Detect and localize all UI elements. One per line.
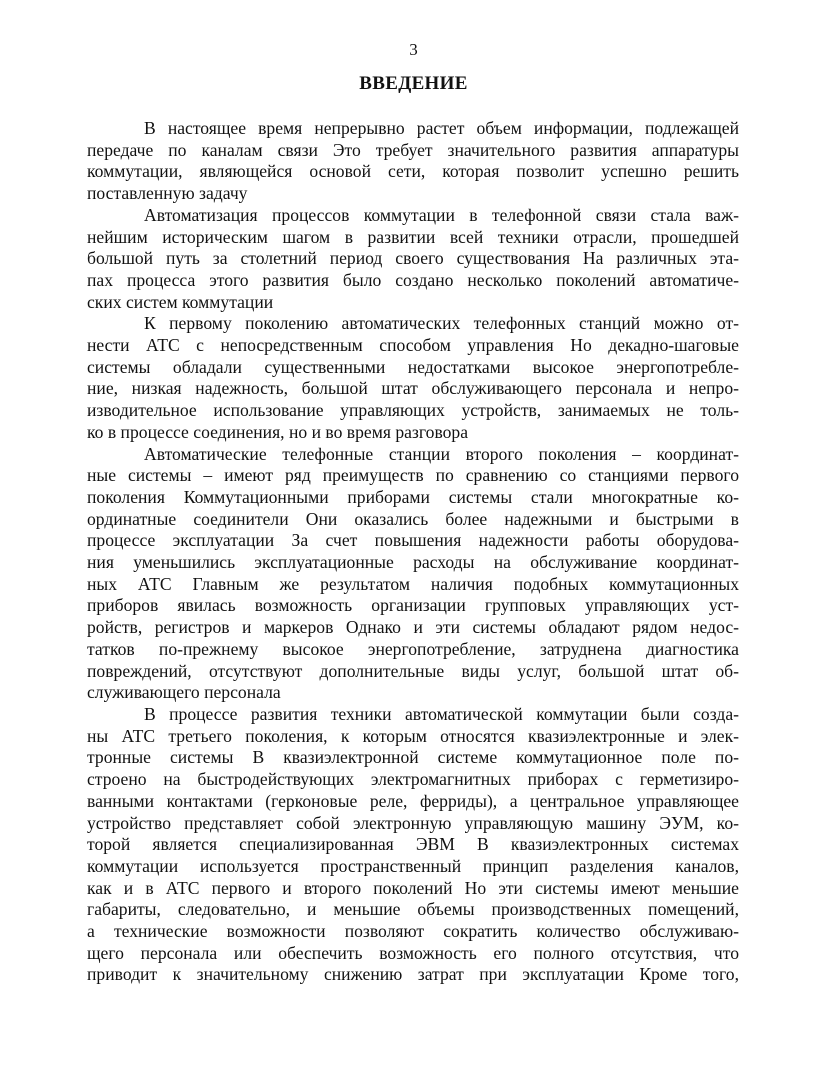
text-line: повреждений, отсутствуют дополнительные виды услуг, большой штат об- [87, 660, 739, 681]
paragraph [87, 444, 739, 704]
text-line: коммутации используется пространственный принцип разделения каналов, [87, 855, 739, 876]
text-line: ные системы – имеют ряд преимуществ по сравнению со станциями первого [87, 465, 739, 486]
text-line: Автоматизация процессов коммутации в телефонной связи стала важ- [144, 204, 739, 225]
text-line: К первому поколению автоматических телефонных станций можно от- [144, 313, 739, 334]
page-title: ВВЕДЕНИЕ [359, 73, 468, 94]
text-line: ных АТС Главным же результатом наличия подобных коммутационных [87, 573, 739, 594]
text-line: приборов явилась возможность организации групповых управляющих уст- [87, 595, 739, 616]
paragraph [87, 704, 739, 986]
text-line: служивающего персонала [87, 682, 281, 703]
text-line: торой является специализированная ЭВМ В квазиэлектронных системах [87, 834, 739, 855]
text-line: ния уменьшились эксплуатационные расходы на обслуживание координат- [87, 552, 739, 573]
paragraph [87, 205, 739, 314]
page-number: 3 [409, 40, 418, 59]
text-line: Автоматические телефонные станции второго поколения – координат- [144, 443, 739, 464]
text-line: ны АТС третьего поколения, к которым относятся квазиэлектронные и элек- [87, 725, 739, 746]
text-line: приводит к значительному снижению затрат при эксплуатации Кроме того, [87, 964, 739, 985]
paragraph [87, 313, 739, 443]
text-line: устройство представляет собой электронную управляющую машину ЭУМ, ко- [87, 812, 739, 833]
text-line: коммутации, являющейся основой сети, которая позволит успешно решить [87, 161, 739, 182]
text-line: ние, низкая надежность, большой штат обслуживающего персонала и непро- [87, 378, 739, 399]
text-line: системы обладали существенными недостатками высокое энергопотребле- [87, 356, 739, 377]
text-line: ординатные соединители Они оказались более надежными и быстрыми в [87, 508, 739, 529]
text-line: передаче по каналам связи Это требует значительного развития аппаратуры [87, 139, 739, 160]
text-line: В настоящее время непрерывно растет объем информации, подлежащей [144, 118, 739, 138]
text-line: нейшим историческим шагом в развитии всей техники отрасли, прошедшей [87, 226, 739, 247]
text-line: В процессе развития техники автоматической коммутации были созда- [144, 703, 739, 724]
text-line: изводительное использование управляющих устройств, занимаемых не толь- [87, 400, 739, 421]
text-line: ванными контактами (герконовые реле, ферриды), а центральное управляющее [87, 790, 739, 811]
text-line: поколения Коммутационными приборами системы стали многократные ко- [87, 486, 739, 507]
text-line: татков по-прежнему высокое энергопотребление, затруднена диагностика [87, 638, 739, 659]
text-line: нести АТС с непосредственным способом управления Но декадно-шаговые [87, 335, 739, 356]
text-line: ских систем коммутации [87, 291, 274, 312]
body-text [87, 118, 739, 986]
text-line: габариты, следовательно, и меньшие объемы производственных помещений, [87, 899, 739, 920]
text-line: поставленную задачу [87, 183, 248, 204]
text-line: большой путь за столетний период своего существования На различных эта- [87, 248, 739, 269]
text-line: а технические возможности позволяют сократить количество обслуживаю- [87, 921, 739, 942]
text-line: ко в процессе соединения, но и во время разговора [87, 421, 469, 442]
text-line: процессе эксплуатации За счет повышения надежности работы оборудова- [87, 530, 739, 551]
text-line: строено на быстродействующих электромагнитных приборах с герметизиро- [87, 769, 739, 790]
text-line: щего персонала или обеспечить возможность его полного отсутствия, что [87, 942, 739, 963]
paragraph [87, 118, 739, 205]
text-line: тронные системы В квазиэлектронной системе коммутационное поле по- [87, 747, 739, 768]
text-line: пах процесса этого развития было создано несколько поколений автоматиче- [87, 269, 739, 290]
text-line: ройств, регистров и маркеров Однако и эти системы обладают рядом недос- [87, 617, 739, 638]
text-line: как и в АТС первого и второго поколений Но эти системы имеют меньшие [87, 877, 739, 898]
